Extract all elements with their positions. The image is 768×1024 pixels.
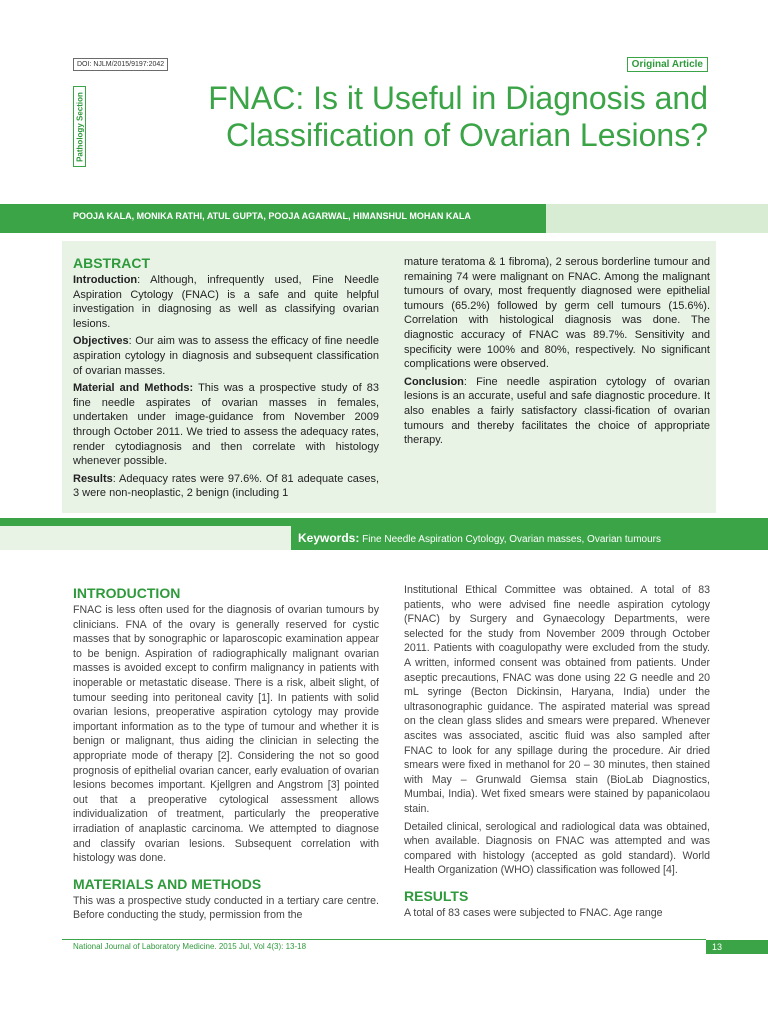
doi-label: DOI: NJLM/2015/9197:2042 — [73, 58, 168, 71]
section-label: Pathology Section — [75, 91, 84, 162]
article-title — [148, 80, 708, 154]
introduction-heading: INTRODUCTION — [73, 585, 181, 601]
results-label: Results — [73, 472, 113, 485]
objectives-text: : Our aim was to assess the efficacy of fine needle aspiration cytology in diagnosis and subsequent classification of ovarian masses. — [73, 335, 379, 377]
methods-label: Material and Methods: — [73, 382, 194, 395]
results-text: A total of 83 cases were subjected to FNAC. Age range — [404, 906, 663, 919]
body-column-left — [73, 585, 379, 926]
abstract-results — [73, 472, 379, 501]
abstract-objectives — [73, 334, 379, 378]
abstract-results-continued: mature teratoma & 1 fibroma), 2 serous borderline tumour and remaining 74 were malignant on FNAC. Among the malignant tumours of ovary, most frequently diagnosed were epithelial tumours (65.2%) followed by germ cell tumours (15.6%). Correlation with histological diagnosis was done. The diagnostic accuracy of FNAC was 89.7%. Sensitivity and specificity were 100% and 80%, respectively. No significant complications were observed. — [404, 256, 710, 371]
methods-text: This was a prospective study of 83 fine needle aspirates of ovarian masses in females, undertaken under image-guidance from November 2009 through October 2011. We tried to assess the adequacy rates, render cytodiagnosis and then correlate with histology whenever possible. — [73, 382, 380, 468]
keywords-text: Fine Needle Aspiration Cytology, Ovarian masses, Ovarian tumours — [359, 534, 661, 545]
author-list: POOJA KALA, MONIKA RATHI, ATUL GUPTA, POOJA AGARWAL, HIMANSHUL MOHAN KALA — [73, 211, 471, 221]
footer-rule — [62, 939, 706, 940]
keywords — [298, 531, 661, 547]
journal-citation: National Journal of Laboratory Medicine. 2015 Jul, Vol 4(3): 13-18 — [73, 942, 307, 951]
results-text: : Adequacy rates were 97.6%. Of 81 adequate cases, 3 were non-neoplastic, 2 benign (including 1 — [73, 472, 379, 500]
article-type-badge: Original Article — [627, 57, 708, 72]
methods-paragraph-2: Detailed clinical, serological and radiological data was obtained, when available. Diagnosis on FNAC was attempted and was compared with histology (accepted as gold standard). World Health Organization (WHO) classification was followed [4]. — [404, 820, 710, 877]
abstract-introduction — [73, 273, 379, 331]
body-column-right — [404, 583, 710, 923]
title-line-1: FNAC: Is it Useful in Diagnosis and — [208, 80, 708, 116]
abstract-methods — [73, 381, 379, 469]
methods-continued: Institutional Ethical Committee was obtained. A total of 83 patients, who were advised fine needle aspiration cytology (FNAC) by Surgery and Gynaecology Departments, were selected for the study from November 2009 through October 2011. Patients with coagulopathy were excluded from the study. A written, informed consent was obtained from patients. Under aseptic precautions, FNAC was done using 22 G needle and 20 mL syringe (Becton Dickinsin, Haryana, India) under the ultrasonographic guidance. The aspirated material was spread on the clean glass slides and smears were prepared. Whenever ascites was associated, ascitic fluid was also sampled after FNAC to look for any spillage during the procedure. Air dried smears were fixed in methanol for 20 – 30 minutes, then stained with May – Grunwald Giemsa stain (BioLab Diagnostics, Mumbai, India). Wet fixed smears were stained by papanicolaou stain. — [404, 584, 710, 815]
conclusion-label: Conclusion — [404, 375, 464, 388]
section-tab — [73, 86, 86, 167]
page-number: 13 — [711, 942, 722, 952]
abstract-column-right — [404, 255, 710, 451]
results-heading: RESULTS — [404, 887, 469, 904]
keywords-label: Keywords: — [298, 531, 360, 545]
methods-text: This was a prospective study conducted in a tertiary care centre. Before conducting the study, permission from the — [73, 894, 379, 922]
abstract-conclusion — [404, 375, 710, 448]
methods-heading: MATERIALS AND METHODS — [73, 875, 262, 892]
abstract-column-left — [73, 255, 379, 504]
intro-text: : Although, infrequently used, Fine Needle Aspiration Cytology (FNAC) is a safe and quite helpful investigation in diagnosing as well as classifying ovarian lesions. — [73, 274, 379, 330]
abstract-heading: ABSTRACT — [73, 255, 150, 271]
objectives-label: Objectives — [73, 335, 129, 348]
divider-rule — [0, 518, 768, 526]
introduction-text: FNAC is less often used for the diagnosis of ovarian tumours by clinicians. FNA of the ovary is generally reserved for cystic masses that by sonographic or laparoscopic examination appear to be benign. Aspiration of radiographically malignant ovarian masses is avoided except to confirm malignancy in patients with inoperable or metastatic disease. There is a risk, albeit slight, of tumour seeding into peritoneal cavity [1]. In patients with solid ovarian lesions, preoperative aspiration cytology may provide important information as to the type of tumour and whether it is benign or malignant, thus aiding the clinician in selecting the appropriate mode of therapy [2]. Considering the not so good prognosis of epithelial ovarian cancer, early evaluation of ovarian lesions becomes important. Kjellgren and Angstrom [3] pointed out that a preoperative cytological assessment allows individualization of treatment, particularly the preoperative irradiation of anaplastic carcinoma. We attempted to diagnose and classify ovarian lesions. Subsequent correlation with histology was done. — [73, 604, 379, 865]
conclusion-text: : Fine needle aspiration cytology of ovarian lesions is an accurate, useful and safe diagnostic procedure. It also enables a fairly satisfactory classi-fication of ovarian tumours and thereby facilitates the choice of appropriate therapy. — [404, 375, 710, 447]
intro-label: Introduction — [73, 274, 138, 286]
title-line-2: Classification of Ovarian Lesions? — [225, 117, 708, 153]
